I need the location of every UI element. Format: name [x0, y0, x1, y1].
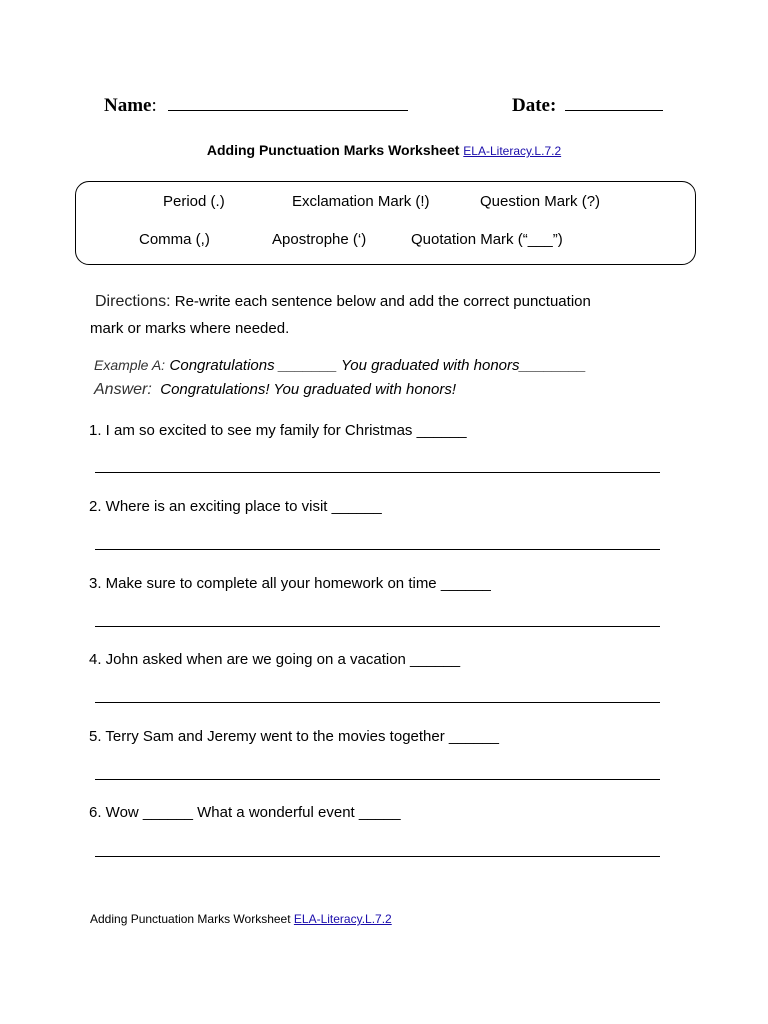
question-3: 3. Make sure to complete all your homework on time ______ — [89, 575, 491, 592]
name-colon: : — [151, 95, 157, 116]
example-answer — [94, 381, 456, 399]
mark-question: Question Mark (?) — [480, 193, 601, 210]
answer-line-1[interactable] — [95, 472, 660, 473]
answer-text: Congratulations! You graduated with honors! — [160, 381, 457, 398]
question-2: 2. Where is an exciting place to visit ______ — [89, 498, 382, 515]
question-6: 6. Wow ______ What a wonderful event _____ — [89, 804, 401, 821]
example-label: Example A: — [94, 357, 166, 373]
question-1: 1. I am so excited to see my family for Christmas ______ — [89, 422, 467, 439]
mark-apostrophe: Apostrophe (‘) — [272, 231, 367, 248]
directions-label: Directions: — [95, 293, 171, 310]
answer-line-4[interactable] — [95, 702, 660, 703]
answer-line-6[interactable] — [95, 856, 660, 857]
directions-line-2: mark or marks where needed. — [90, 320, 290, 337]
question-5: 5. Terry Sam and Jeremy went to the movies together ______ — [89, 728, 499, 745]
directions — [95, 293, 591, 311]
answer-line-3[interactable] — [95, 626, 660, 627]
mark-quotation: Quotation Mark (“___”) — [411, 231, 563, 248]
worksheet-title-text: Adding Punctuation Marks Worksheet — [206, 142, 460, 158]
mark-exclamation: Exclamation Mark (!) — [292, 193, 430, 210]
footer-text: Adding Punctuation Marks Worksheet — [90, 912, 291, 926]
footer-link[interactable]: ELA-Literacy.L.7.2 — [293, 912, 392, 926]
date-label: Date: — [512, 95, 557, 116]
date-blank-line[interactable] — [565, 92, 663, 111]
question-4: 4. John asked when are we going on a vacation ______ — [89, 651, 461, 668]
mark-comma: Comma (,) — [139, 231, 210, 248]
answer-line-5[interactable] — [95, 779, 660, 780]
standard-link[interactable]: ELA-Literacy.L.7.2 — [463, 144, 562, 158]
name-label: Name — [104, 95, 152, 116]
worksheet-title — [0, 142, 768, 158]
example-a — [94, 357, 586, 375]
answer-label: Answer: — [94, 381, 152, 398]
example-text: Congratulations _______ You graduated with honors________ — [169, 357, 587, 374]
date-field — [512, 92, 663, 117]
answer-line-2[interactable] — [95, 549, 660, 550]
name-field — [104, 92, 408, 117]
footer — [90, 912, 392, 926]
directions-line-1: Re-write each sentence below and add the correct punctuation — [174, 293, 591, 310]
mark-period: Period (.) — [163, 193, 225, 210]
name-blank-line[interactable] — [168, 92, 408, 111]
